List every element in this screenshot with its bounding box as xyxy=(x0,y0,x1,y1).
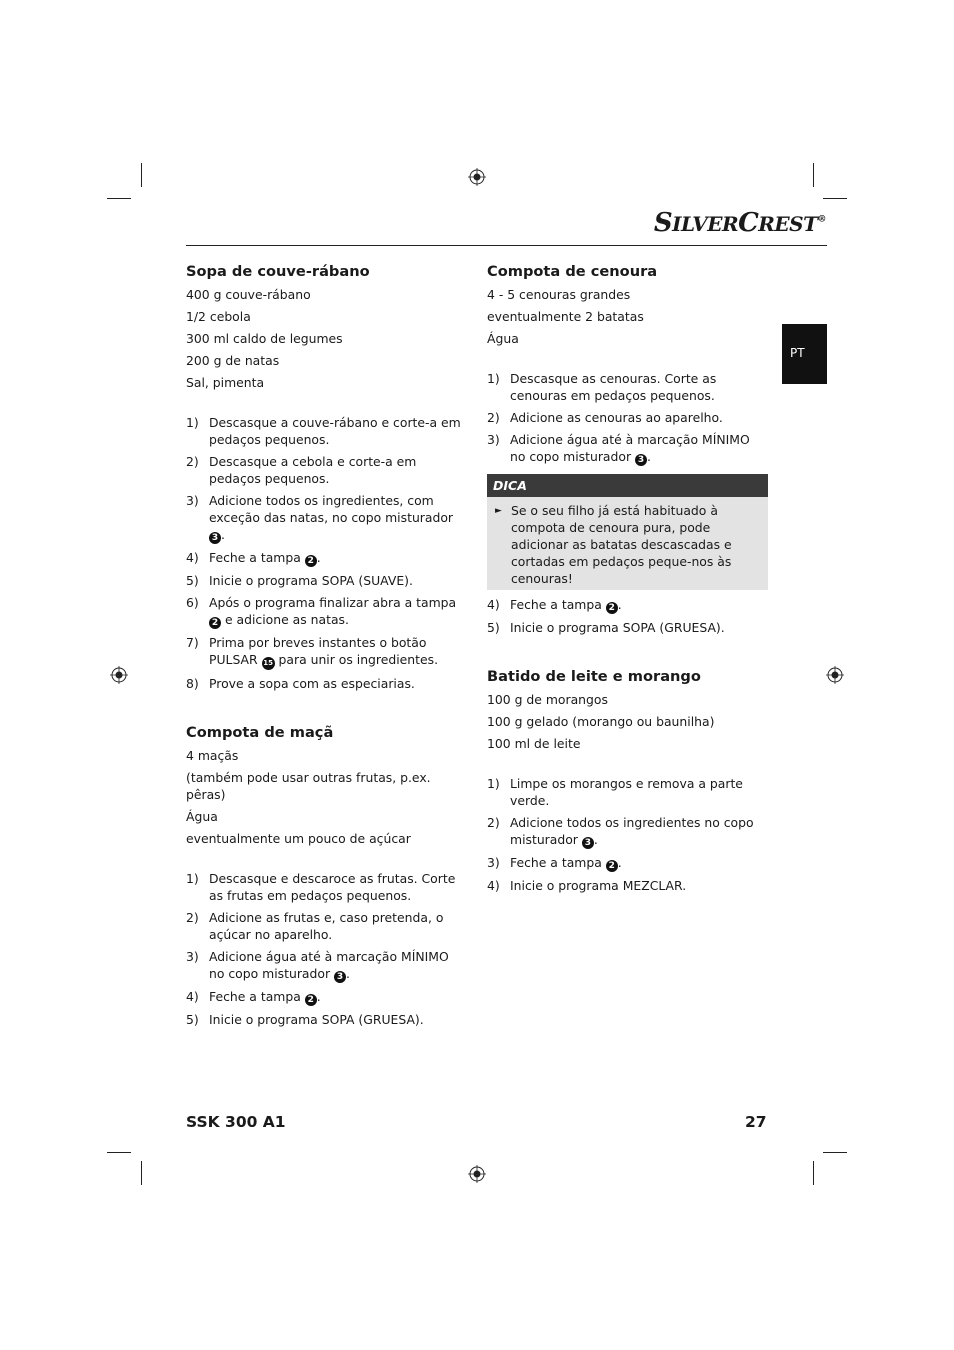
language-tab: PT xyxy=(782,324,827,384)
left-column xyxy=(186,262,466,1033)
part-number-badge: 2 xyxy=(606,602,618,614)
step-list xyxy=(186,870,466,1028)
step-item: 1) Limpe os morangos e remova a parte verde. xyxy=(487,776,743,808)
part-number-badge: 3 xyxy=(209,532,221,544)
part-number-badge: 2 xyxy=(305,994,317,1006)
tip-body xyxy=(487,497,768,590)
ingredient: 100 g gelado (morango ou baunilha) xyxy=(487,714,715,729)
step-item: 2) Adicione as cenouras ao aparelho. xyxy=(487,410,723,425)
registration-mark-icon xyxy=(468,1165,486,1183)
crop-mark xyxy=(813,1161,814,1185)
tip-label: DICA xyxy=(487,474,768,497)
step-item: 2) Descasque a cebola e corte-a em pedaços pequenos. xyxy=(186,454,417,486)
ingredient: Água xyxy=(186,809,218,824)
registration-mark-icon xyxy=(468,168,486,186)
crop-mark xyxy=(141,1161,142,1185)
part-number-badge: 2 xyxy=(305,555,317,567)
step-item: 7) Prima por breves instantes o botão PULSAR 15 para unir os ingredientes. xyxy=(186,634,466,670)
model-number: SSK 300 A1 xyxy=(186,1113,286,1131)
step-item: 6) Após o programa finalizar abra a tampa 2 e adicione as natas. xyxy=(186,595,457,628)
part-number-badge: 3 xyxy=(334,971,346,983)
arrow-right-icon: ► xyxy=(495,506,502,516)
step-item: 3) Adicione água até à marcação MÍNIMO no copo misturador 3 . xyxy=(186,949,449,982)
recipe-title: Compota de maçã xyxy=(186,724,334,741)
step-list xyxy=(487,596,769,636)
header-rule xyxy=(186,245,827,246)
ingredient: Sal, pimenta xyxy=(186,375,265,390)
step-item: 1) Descasque e descaroce as frutas. Corte as frutas em pedaços pequenos. xyxy=(186,871,456,903)
step-item: 3) Adicione água até à marcação MÍNIMO no copo misturador 3 . xyxy=(487,432,750,465)
step-item: 4) Feche a tampa 2 . xyxy=(186,550,321,566)
part-number-badge: 2 xyxy=(606,860,618,872)
step-item: 4) Feche a tampa 2 . xyxy=(186,989,321,1005)
step-item: 1) Descasque a couve-rábano e corte-a em pedaços pequenos. xyxy=(186,415,461,447)
right-column xyxy=(487,262,769,899)
brand-logo: SILVERCREST® xyxy=(653,208,826,238)
recipe-title: Sopa de couve-rábano xyxy=(186,263,370,280)
step-item: 4) Inicie o programa MEZCLAR. xyxy=(487,878,687,893)
ingredient: (também pode usar outras frutas, p.ex. pêras) xyxy=(186,770,431,802)
step-item: 5) Inicie o programa SOPA (GRUESA). xyxy=(186,1012,424,1027)
crop-mark xyxy=(107,1152,131,1153)
ingredient: 300 ml caldo de legumes xyxy=(186,331,343,346)
ingredient: Água xyxy=(487,331,519,346)
part-number-badge: 15 xyxy=(262,657,275,670)
step-item: 4) Feche a tampa 2 . xyxy=(487,597,622,613)
crop-mark xyxy=(107,198,131,199)
part-number-badge: 3 xyxy=(635,454,647,466)
ingredient: eventualmente 2 batatas xyxy=(487,309,644,324)
tip-box xyxy=(487,474,768,590)
registration-mark-icon xyxy=(110,666,128,684)
ingredient: 1/2 cebola xyxy=(186,309,251,324)
part-number-badge: 2 xyxy=(209,617,221,629)
ingredient: 4 - 5 cenouras grandes xyxy=(487,287,631,302)
step-item: 8) Prove a sopa com as especiarias. xyxy=(186,676,415,691)
step-item: 1) Descasque as cenouras. Corte as cenouras em pedaços pequenos. xyxy=(487,371,717,403)
recipe-title: Compota de cenoura xyxy=(487,263,658,280)
ingredient: 4 maçãs xyxy=(186,748,239,763)
crop-mark xyxy=(141,163,142,187)
ingredient: 200 g de natas xyxy=(186,353,280,368)
tip-text: Se o seu filho já está habituado à compota de cenoura pura, pode adicionar as batatas descascadas e cortadas em pedaços peque-nos às cenouras! xyxy=(511,503,732,586)
part-number-badge: 3 xyxy=(582,837,594,849)
ingredient: 100 ml de leite xyxy=(487,736,581,751)
step-list xyxy=(487,775,769,894)
ingredient: 400 g couve-rábano xyxy=(186,287,311,302)
step-item: 5) Inicie o programa SOPA (GRUESA). xyxy=(487,620,725,635)
registration-mark-icon xyxy=(826,666,844,684)
ingredient: 100 g de morangos xyxy=(487,692,608,707)
recipe-title: Batido de leite e morango xyxy=(487,668,701,685)
step-item: 2) Adicione as frutas e, caso pretenda, o açúcar no aparelho. xyxy=(186,910,444,942)
page-number: 27 xyxy=(745,1113,767,1131)
step-item: 2) Adicione todos os ingredientes no copo misturador 3 . xyxy=(487,815,754,848)
step-item: 3) Adicione todos os ingredientes, com exceção das natas, no copo misturador 3 . xyxy=(186,493,454,543)
step-item: 5) Inicie o programa SOPA (SUAVE). xyxy=(186,573,413,588)
step-list xyxy=(487,370,769,466)
step-list xyxy=(186,414,466,692)
crop-mark xyxy=(813,163,814,187)
ingredient: eventualmente um pouco de açúcar xyxy=(186,831,411,846)
crop-mark xyxy=(823,198,847,199)
crop-mark xyxy=(823,1152,847,1153)
step-item: 3) Feche a tampa 2 . xyxy=(487,855,622,871)
